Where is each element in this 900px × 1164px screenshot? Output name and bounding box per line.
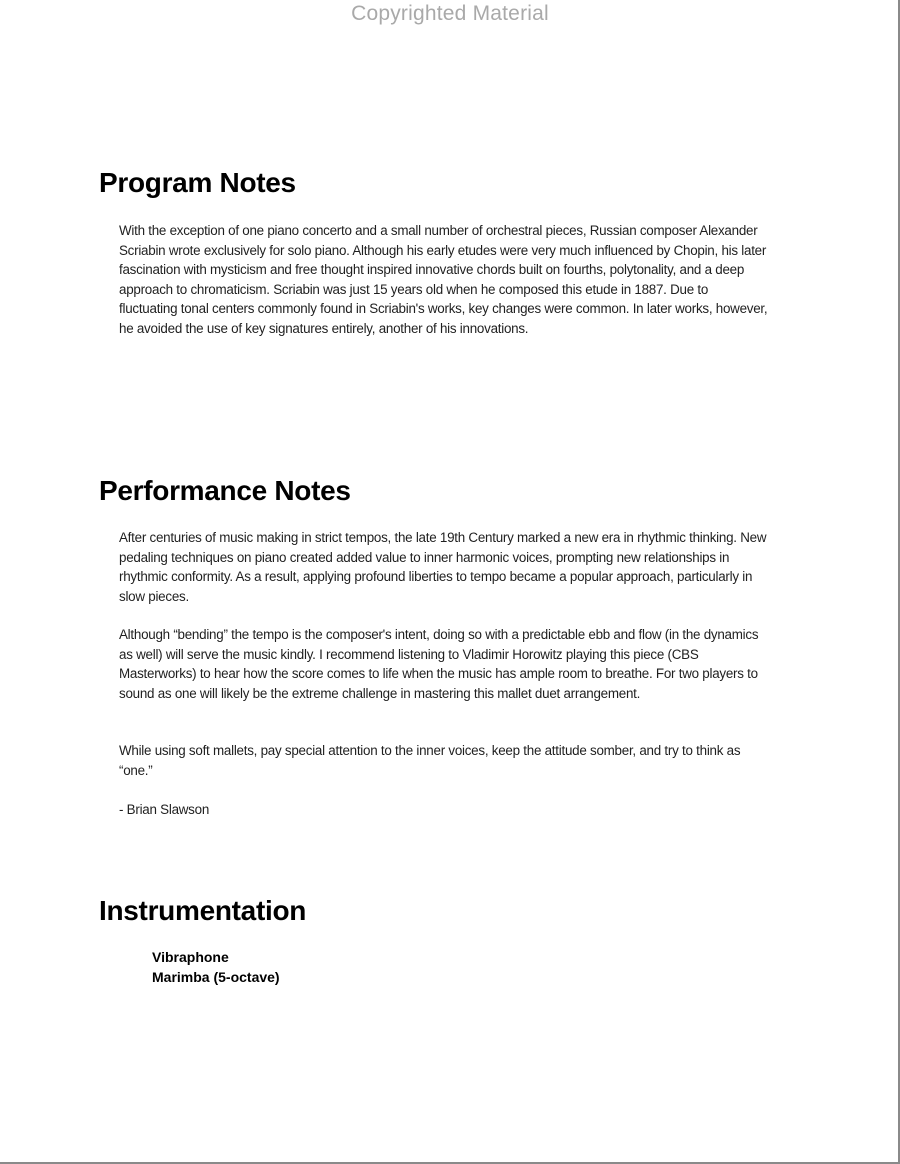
- instrument-list: [152, 947, 280, 987]
- instrument-item-marimba: Marimba (5-octave): [152, 969, 280, 985]
- performance-notes-paragraph-2: Although “bending” the tempo is the composer's intent, doing so with a predictable ebb and flow (in the dynamics as well) will serve the music kindly. I recommend listening to Vladimir Horowitz playing this piece (CBS Masterworks) to hear how the score comes to life when the music has ample room to breathe. For two players to sound as one will likely be the extreme challenge in mastering this mallet duet arrangement.: [119, 627, 759, 701]
- instrumentation-heading: Instrumentation: [99, 895, 307, 926]
- performance-notes-heading: Performance Notes: [99, 475, 351, 506]
- instrument-item-vibraphone: Vibraphone: [152, 949, 229, 965]
- program-notes-paragraph: With the exception of one piano concerto and a small number of orchestral pieces, Russian composer Alexander Scriabin wrote exclusively for solo piano. Although his early etudes were very much influenced by Chopin, his later fascination with mysticism and free thought inspired innovative chords built on fourths, polytonality, and a deep approach to chromaticism. Scriabin was just 15 years old when he composed this etude in 1887. Due to fluctuating tonal centers commonly found in Scriabin's works, key changes were common. In later works, however, he avoided the use of key signatures entirely, another of his innovations.: [119, 223, 768, 336]
- performance-notes-paragraph-3: While using soft mallets, pay special attention to the inner voices, keep the attitude somber, and try to think as “one.”: [119, 743, 741, 778]
- program-notes-heading: Program Notes: [99, 167, 296, 198]
- performance-notes-paragraph-1: After centuries of music making in strict tempos, the late 19th Century marked a new era in rhythmic thinking. New pedaling techniques on piano created added value to inner harmonic voices, prompting new relationships in rhythmic conformity. As a result, applying profound liberties to tempo became a popular approach, particularly in slow pieces.: [119, 530, 767, 604]
- copyright-watermark: Copyrighted Material: [351, 2, 549, 25]
- performance-notes-signature: - Brian Slawson: [119, 802, 210, 817]
